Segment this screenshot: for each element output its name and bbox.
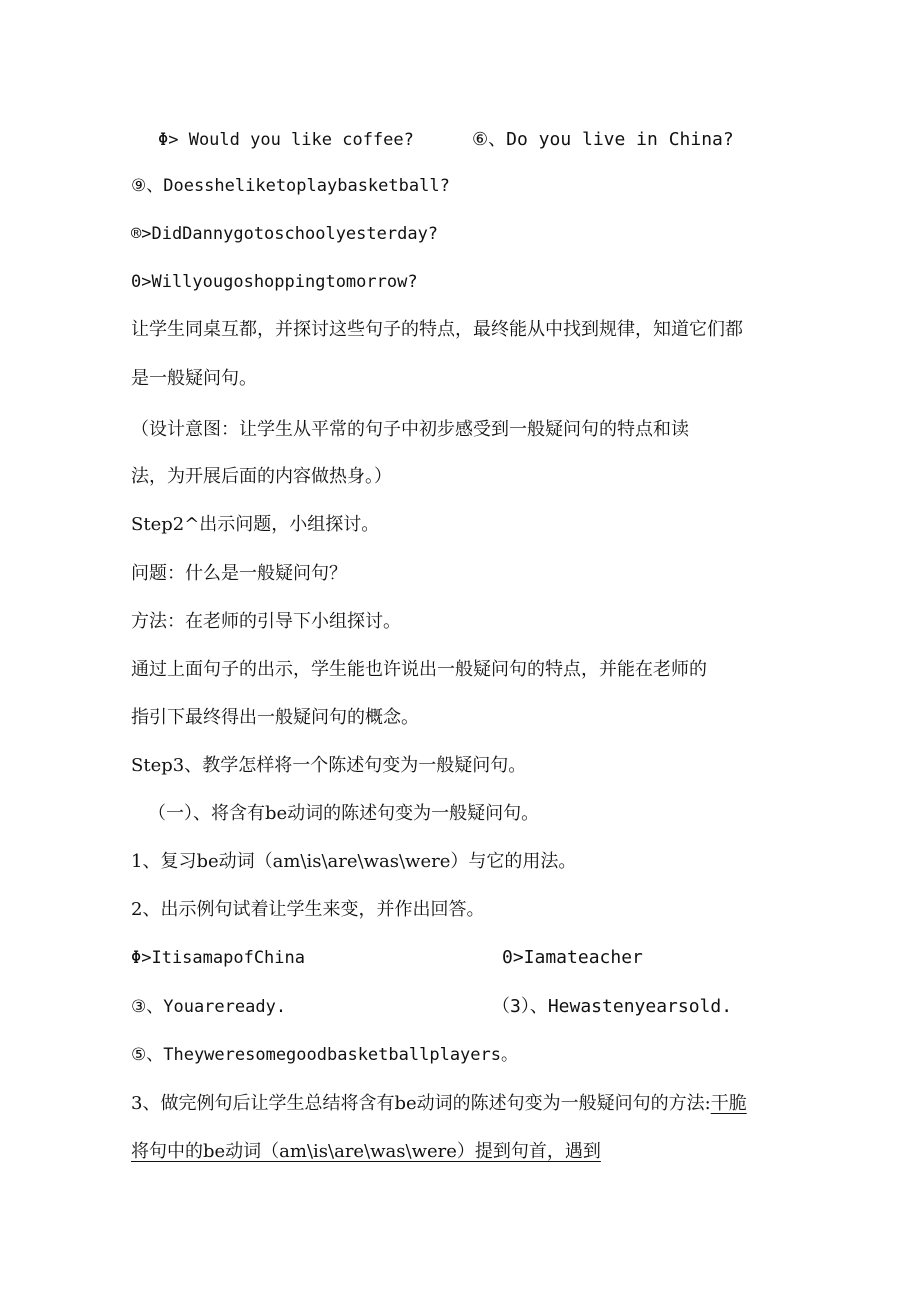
example-i-am-teacher: 0>Iamateacher: [502, 947, 643, 968]
step3-heading: Step3、教学怎样将一个陈述句变为一般疑问句。: [131, 755, 527, 776]
question-line: 问题：什么是一般疑问句？: [131, 563, 347, 584]
item-2-examples: 2、出示例句试着让学生来变，并作出回答。: [131, 899, 485, 920]
design-intent-line2: 法，为开展后面的内容做热身。）: [131, 466, 392, 487]
item-1-review: 1、复习be动词（am\is\are\was\were）与它的用法。: [131, 851, 577, 872]
example-sentence-1: Φ> Would you like coffee?: [158, 130, 414, 150]
paragraph-concept-line2: 指引下最终得出一般疑问句的概念。: [131, 707, 419, 728]
item-3-summary-line2: 将句中的be动词（am\is\are\was\were）提到句首，遇到: [131, 1141, 601, 1162]
example-map-of-china: Φ>ItisamapofChina: [131, 948, 305, 968]
example-sentence-did: ®>DidDannygotoschoolyesterday?: [131, 224, 439, 244]
method-line: 方法：在老师的引导下小组探讨。: [131, 611, 401, 632]
example-you-are-ready: ③、Youareready.: [131, 997, 287, 1017]
paragraph-discuss-line1: 让学生同桌互都，并探讨这些句子的特点，最终能从中找到规律，知道它们都: [131, 319, 743, 340]
section-one-heading: （一）、将含有be动词的陈述句变为一般疑问句。: [148, 803, 540, 824]
item-3-summary-text: 3、做完例句后让学生总结将含有be动词的陈述句变为一般疑问句的方法:: [131, 1093, 711, 1114]
item-3-summary-underlined: 干脆: [710, 1093, 747, 1114]
example-sentence-6: ⑥、Do you live in China?: [472, 129, 734, 150]
design-intent-line1: （设计意图：让学生从平常的句子中初步感受到一般疑问句的特点和读: [131, 419, 689, 440]
paragraph-discuss-line2: 是一般疑问句。: [131, 368, 257, 389]
example-sentence-9: ⑨、Doessheliketoplaybasketball?: [131, 176, 450, 196]
step2-heading: Step2^出示问题，小组探讨。: [131, 514, 380, 535]
example-sentence-will: 0>Willyougoshoppingtomorrow?: [131, 272, 418, 292]
example-they-were-players: ⑤、Theyweresomegoodbasketballplayers。: [131, 1045, 518, 1065]
paragraph-concept-line1: 通过上面句子的出示，学生能也许说出一般疑问句的特点，并能在老师的: [131, 659, 707, 680]
item-3-summary-line1: [131, 1092, 747, 1116]
example-he-was-ten: （3）、Hewastenyearsold.: [492, 996, 733, 1017]
